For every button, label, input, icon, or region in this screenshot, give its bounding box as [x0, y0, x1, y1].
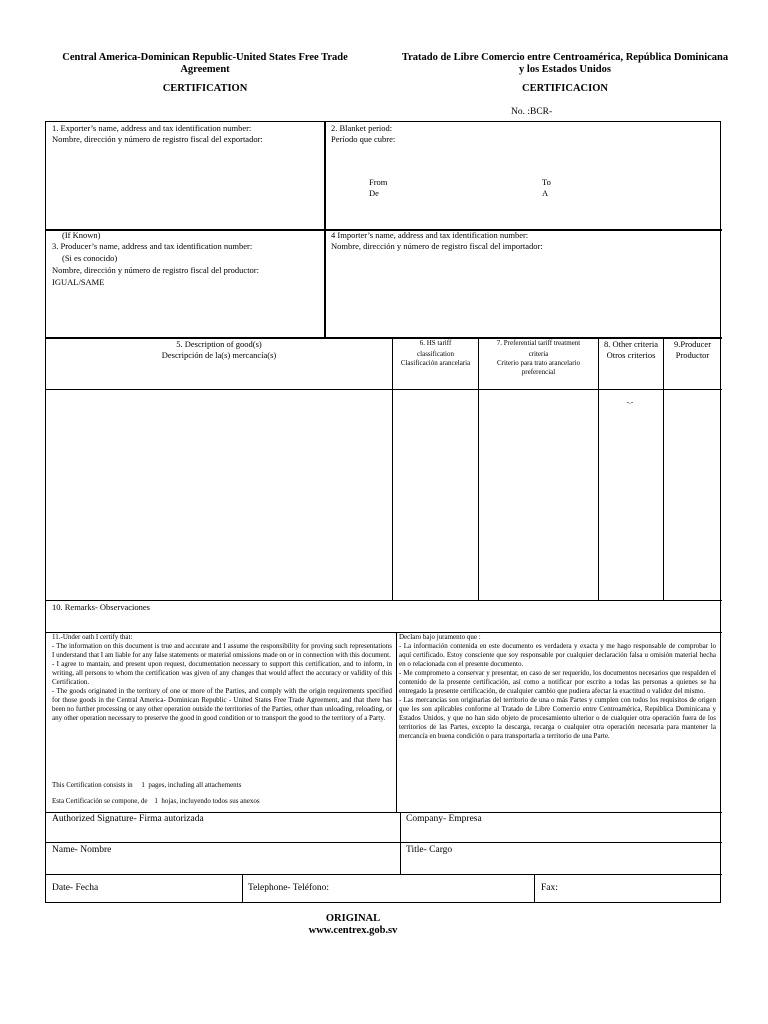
- name-label: Name- Nombre: [52, 845, 112, 855]
- original-label: ORIGINAL: [325, 913, 381, 924]
- oath-es-paragraph-1: - La información contenida en este documento es verdadera y exacta y me hago responsable de comprobar lo aquí certificado. Estoy consciente que soy responsable por cualquier declaración falsa u omisión material hecha en o relacionada con el presente documento.: [399, 642, 716, 668]
- oath-es-paragraph-3: - Las mercancías son originarias del territorio de una o más Partes y cumplen con todos los requisitos de origen que les son aplicables conforme al Tratado de Libre Comercio entre Centroamérica, República Dominicana y Estados Unidos, y que no han sido objeto de procesamiento ulterior o de cualquier otra operación fuera de los territorios de las Partes, excepto la descarga, recarga o cualquier otra operación necesaria para mantener la mercancía en buena condición o para transportarla a territorio de una Parte.: [399, 696, 716, 740]
- title-field[interactable]: [402, 857, 720, 873]
- from-label: From: [369, 177, 388, 187]
- importer-label-es: Nombre, dirección y número de registro fiscal del importador:: [331, 241, 543, 251]
- certification-heading-en: CERTIFICATION: [162, 83, 248, 94]
- importer-label-en: 4 Importer’s name, address and tax identification number:: [331, 230, 529, 240]
- producer-value[interactable]: IGUAL/SAME: [52, 277, 105, 287]
- authorized-signature-field[interactable]: [46, 826, 398, 841]
- date-label: Date- Fecha: [52, 883, 99, 893]
- criteria-header-1: 7. Preferential tariff treatment: [496, 339, 581, 347]
- divider: [45, 600, 722, 601]
- remarks-field[interactable]: [200, 603, 710, 629]
- remarks-label: 10. Remarks- Observaciones: [52, 602, 150, 612]
- oath-en-paragraph-2: - I agree to mantain, and present upon request, documentation necessary to support this certification, and to inform, in writing, all persons to whom the certification was given of any changes that would affect the accuracy or validity of this Certification.: [52, 660, 392, 686]
- importer-field[interactable]: [330, 256, 715, 334]
- blanket-period-label-es: Período que cubre:: [331, 134, 396, 144]
- website-link[interactable]: www.centrex.gob.sv: [308, 925, 398, 936]
- hs-header-3: Clasificación arancelaria: [400, 359, 471, 367]
- oath-es-title: Declaro bajo juramento que :: [399, 633, 481, 641]
- oath-en-paragraph-3: - The goods originated in the territory of one or more of the Parties, and comply with the origin requirements specified for those goods in the Central America- Dominican Republic - United States Free Trade Agreement, and that there has been no further processing or any other operation outside the territories of the Parties, other than unloading, reloading, or any other operation necessary to preserve the good in good condition or to transport the good to the territory of a Party.: [52, 687, 392, 722]
- de-label: De: [369, 188, 379, 198]
- other-criteria-header-es: Otros criterios: [606, 350, 656, 360]
- si-conocido-label: (Si es conocido): [62, 253, 118, 263]
- fax-label: Fax:: [541, 883, 558, 893]
- company-label: Company- Empresa: [406, 814, 482, 824]
- title-english: Central America-Dominican Republic-United States Free Trade Agreement: [62, 52, 348, 75]
- company-field[interactable]: [402, 826, 720, 841]
- divider: [478, 338, 479, 601]
- pages-count-en: This Certification consists in 1 pages, including all attachements: [52, 781, 242, 789]
- oath-en-paragraph-1: - The information on this document is true and accurate and I assume the responsibility for proving such representations I understand that I am liable for any false statements or material omissions made on or in connection with this document.: [52, 642, 392, 659]
- pages-count-es: Esta Certificación se compone, de 1 hojas, incluyendo todos sus anexos: [52, 797, 260, 805]
- hs-header-2: classification: [417, 350, 454, 358]
- producer-label-en: 3. Producer’s name, address and tax identification number:: [52, 241, 253, 251]
- hs-cell[interactable]: [394, 391, 477, 599]
- description-header-en: 5. Description of good(s): [176, 339, 262, 349]
- oath-english: [52, 633, 392, 723]
- exporter-label-es: Nombre, dirección y número de registro fiscal del exportador:: [52, 134, 263, 144]
- fax-field[interactable]: [565, 877, 719, 901]
- oath-es-paragraph-2: - Me comprometo a conservar y presentar, en caso de ser requerido, los documentos necesarios que respalden el contenido de la presente certificación, así como a notificar por escrito a todas las personas a quienes se ha entregado la presente certificación, de cualquier cambio que pudiera afectar la exactitud o validez del mismo.: [399, 669, 716, 695]
- divider: [534, 874, 535, 903]
- divider: [663, 338, 664, 601]
- divider: [45, 389, 722, 390]
- description-header-es: Descripción de la(s) mercancía(s): [161, 350, 277, 360]
- period-from-field[interactable]: [395, 178, 525, 200]
- divider: [45, 874, 722, 875]
- divider: [400, 812, 401, 875]
- divider: [45, 842, 722, 843]
- divider: [396, 632, 397, 813]
- criteria-header-4: preferencial: [521, 368, 556, 376]
- a-label: A: [542, 188, 549, 198]
- date-field[interactable]: [105, 877, 240, 901]
- hs-header-1: 6. HS tariff: [419, 339, 452, 347]
- exporter-label-en: 1. Exporter’s name, address and tax identification number:: [52, 123, 252, 133]
- telephone-label: Telephone- Teléfono:: [248, 883, 330, 893]
- title-spanish: Tratado de Libre Comercio entre Centroamérica, República Dominicana y los Estados Unidos: [401, 52, 729, 75]
- certificate-number: No. :BCR-: [511, 107, 553, 117]
- criteria-cell[interactable]: [480, 391, 597, 599]
- criteria-header-3: Criterio para trato arancelario: [497, 359, 580, 367]
- title-label: Title- Cargo: [406, 845, 453, 855]
- telephone-field[interactable]: [340, 877, 532, 901]
- criteria-header-2: criteria: [528, 350, 549, 358]
- divider: [242, 874, 243, 903]
- oath-en-title: 11.-Under oath I certify that:: [52, 633, 133, 641]
- producer-cell[interactable]: [665, 391, 720, 599]
- divider: [392, 338, 393, 601]
- exporter-field[interactable]: [50, 148, 320, 226]
- divider: [324, 121, 326, 338]
- authorized-signature-label: Authorized Signature- Firma autorizada: [52, 814, 204, 824]
- to-label: To: [542, 177, 551, 187]
- other-criteria-header-en: 8. Other criteria: [603, 339, 659, 349]
- period-to-field[interactable]: [560, 178, 700, 200]
- description-cell[interactable]: [46, 391, 391, 599]
- oath-spanish: [399, 633, 716, 741]
- other-criteria-cell[interactable]: -.-: [626, 398, 634, 406]
- producer-col-header-es: Productor: [675, 350, 710, 360]
- blanket-period-label-en: 2. Blanket period:: [331, 123, 393, 133]
- divider: [598, 338, 599, 601]
- producer-col-header-en: 9.Producer: [673, 339, 712, 349]
- certification-heading-es: CERTIFICACION: [522, 83, 608, 94]
- producer-label-es: Nombre, dirección y número de registro fiscal del productor:: [52, 265, 260, 275]
- if-known-label: (If Known): [62, 230, 101, 240]
- name-field[interactable]: [46, 857, 398, 873]
